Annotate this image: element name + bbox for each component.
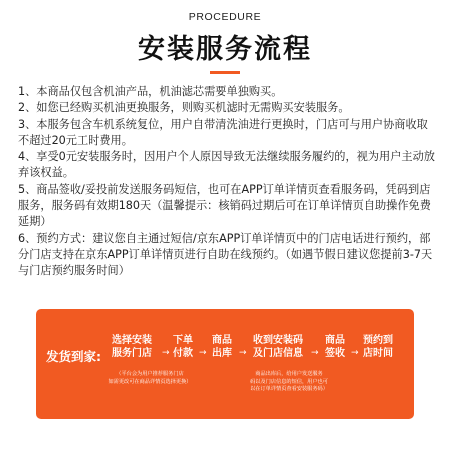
flow-arrow-icon: → (239, 348, 247, 358)
flow-step-pay (173, 335, 193, 360)
flow-step-receive-code (253, 335, 303, 360)
flow-step-line: 下单 (173, 335, 193, 346)
flow-arrow-icon: → (311, 348, 319, 358)
flow-step-line: 收到安装码 (253, 335, 303, 346)
term-item-5: 5、商品签收/妥投前发送服务码短信，也可在APP订单详情页查看服务码，凭码到店服务，服务码有效期180天（温馨提示：核销码过期后可在订单详情页自助操作免费延期） (18, 182, 431, 229)
flow-step-dispatch (212, 335, 232, 360)
flow-step-line: 预约到 (363, 335, 393, 346)
flow-note-line: 码以及门店信息的短信，用户也可 (250, 378, 328, 385)
flow-note-line: （平台会为用户推荐服务门店 (116, 371, 184, 377)
flow-arrow-icon: → (351, 348, 359, 358)
term-item-3: 3、本服务包含车机系统复位，用户自带清洗油进行更换时，门店可与用户协商收取不超过20元工时费用。 (18, 117, 428, 147)
flow-step-line: 商品 (325, 335, 345, 346)
flow-label: 发货到家: (46, 349, 101, 364)
flow-note-line: 以在订单详情页查看安装服务码） (250, 386, 328, 392)
flow-step-appointment (363, 335, 393, 360)
flow-arrow-icon: → (162, 348, 170, 358)
term-item-4: 4、享受0元安装服务时，因用户个人原因导致无法继续服务履约的，视为用户主动放弃该权益。 (18, 150, 435, 180)
flow-step-line: 付款 (173, 347, 193, 359)
flow-arrow-icon: → (199, 348, 207, 358)
flow-step-line: 选择安装 (112, 335, 152, 346)
term-item-6: 6、预约方式：建议您自主通过短信/京东APP订单详情页中的门店电话进行预约，部分门店支持在京东APP订单详情页进行自助在线预约。（如遇节假日建议您提前3-7天与门店预约服务时间） (18, 231, 433, 278)
flow-step-line: 服务门店 (112, 347, 152, 359)
flow-step-line: 出库 (212, 347, 232, 359)
flow-note-code (238, 371, 340, 394)
flow-step-line: 店时间 (363, 347, 393, 359)
flow-step-line: 及门店信息 (253, 347, 303, 359)
procedure-eyebrow: PROCEDURE (188, 11, 262, 23)
service-flow-banner (36, 309, 414, 419)
flow-step-line: 签收 (325, 347, 345, 359)
flow-step-sign (325, 335, 345, 360)
term-item-2: 2、如您已经购买机油更换服务，则购买机滤时无需购买安装服务。 (18, 101, 350, 115)
title-underline (210, 71, 240, 74)
flow-note-store (102, 371, 198, 386)
flow-step-line: 商品 (212, 335, 232, 346)
terms-list (18, 84, 436, 280)
flow-note-line: 商品出库后，给用户发送服务 (255, 371, 323, 377)
flow-note-line: 如需更改可在商品详情页选择更换） (108, 378, 192, 385)
flow-step-select-store (112, 335, 152, 360)
term-item-1: 1、本商品仅包含机油产品，机油滤芯需要单独购买。 (18, 85, 283, 98)
page-title: 安装服务流程 (138, 34, 312, 65)
